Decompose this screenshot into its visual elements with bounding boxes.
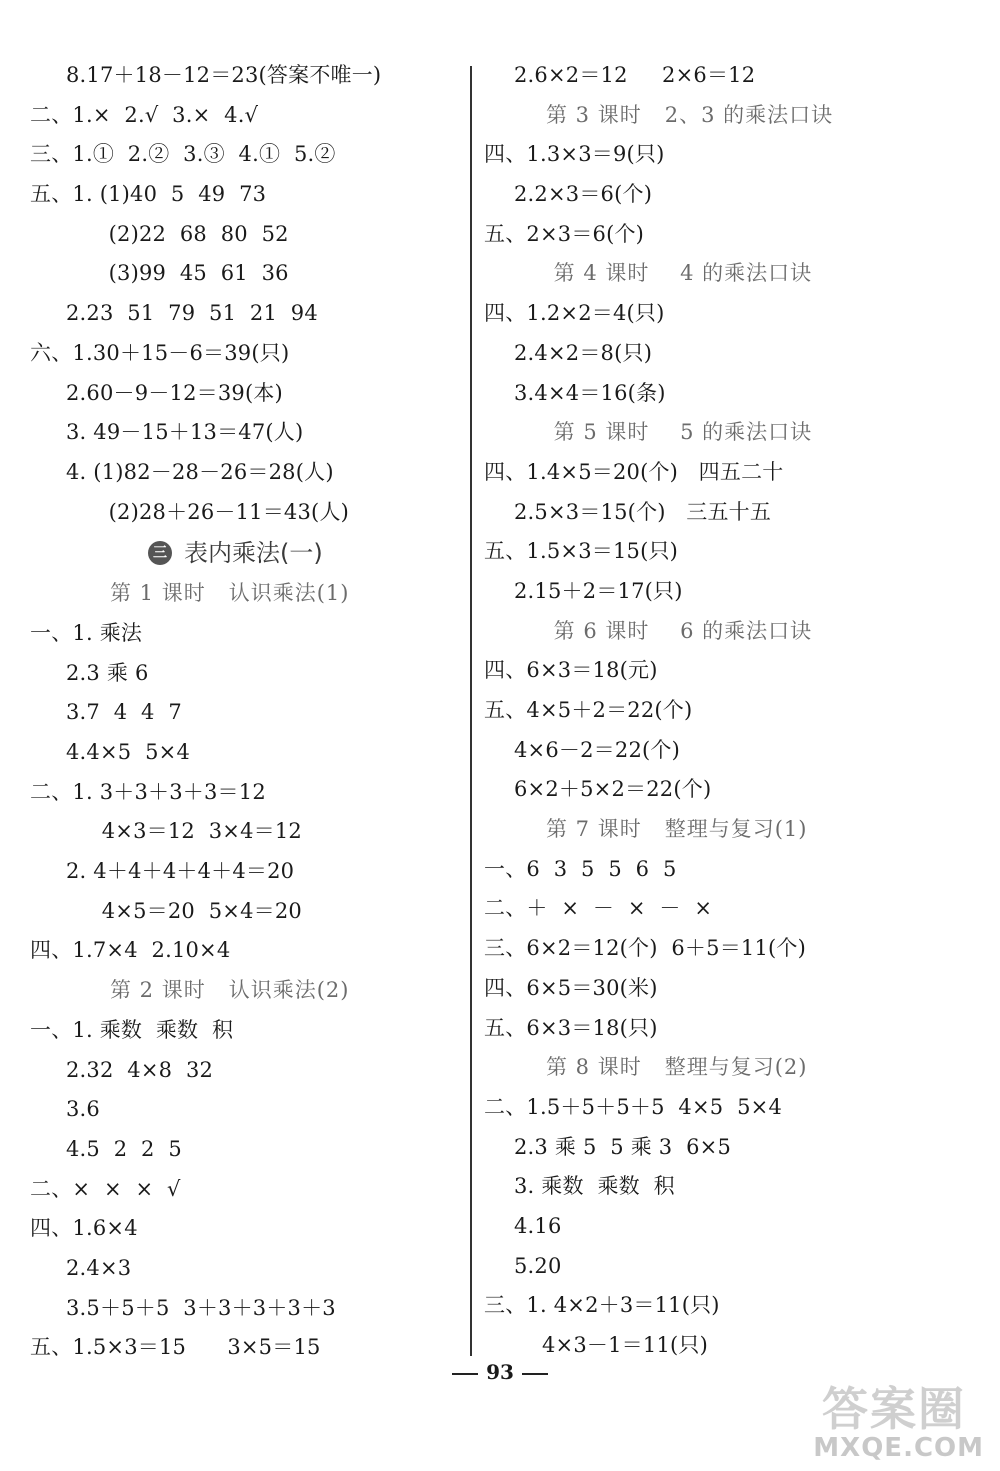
watermark-logo: 答案圈 (822, 1382, 966, 1436)
answer-line: 三、1. 4×2＋3＝11(只) (484, 1293, 720, 1318)
answer-line: 三、6×2＝12(个) 6＋5＝11(个) (484, 936, 807, 961)
lesson-heading: 第 6 课时 6 的乘法口诀 (546, 618, 813, 643)
answer-line: 2.15＋2＝17(只) (514, 578, 683, 603)
answer-line: 3.5＋5＋5 3＋3＋3＋3＋3 (66, 1295, 336, 1320)
answer-line: 2.60－9－12＝39(本) (66, 380, 283, 405)
chapter-number-badge: 三 (148, 541, 172, 565)
answer-line: 4×3＝12 3×4＝12 (88, 819, 302, 844)
answer-line: 五、1.5×3＝15(只) (484, 539, 679, 564)
answer-line: 2.6×2＝12 2×6＝12 (514, 63, 756, 87)
watermark-url: MXQE.COM (813, 1433, 984, 1463)
answer-line: (2)28＋26－11＝43(人) (88, 499, 350, 524)
answer-line: 四、6×3＝18(元) (484, 658, 658, 683)
answer-line: 四、1.3×3＝9(只) (484, 142, 665, 167)
answer-line: 一、6 3 5 5 6 5 (484, 856, 677, 881)
answer-line: 3.4×4＝16(条) (514, 380, 666, 405)
answer-line: 2.2×3＝6(个) (514, 182, 653, 207)
answer-line: 五、4×5＋2＝22(个) (484, 698, 693, 722)
answer-line: 4.5 2 2 5 (66, 1136, 182, 1161)
answer-line: 2.4×3 (66, 1255, 132, 1280)
answer-line: 四、1.7×4 2.10×4 (30, 938, 231, 963)
answer-line: 五、1.5×3＝15 3×5＝15 (30, 1335, 321, 1360)
answer-line: 四、1.2×2＝4(只) (484, 301, 665, 326)
chapter-title: 表内乘法(一) (184, 539, 323, 568)
answer-line: 4×5＝20 5×4＝20 (88, 898, 302, 923)
answer-line: 二、× × × √ (30, 1176, 181, 1201)
answer-line: 四、1.6×4 (30, 1216, 138, 1241)
answer-line: 五、2×3＝6(个) (484, 221, 645, 246)
lesson-heading: 第 5 课时 5 的乘法口诀 (546, 420, 813, 445)
answer-line: 2. 4＋4＋4＋4＋4＝20 (66, 859, 295, 884)
answer-line: 2.23 51 79 51 21 94 (66, 301, 318, 326)
answer-line: 3.6 (66, 1097, 100, 1122)
lesson-heading: 第 2 课时 认识乘法(2) (110, 978, 350, 1003)
answer-line: 一、1. 乘法 (30, 620, 143, 645)
footer-dash-right (522, 1373, 548, 1375)
answer-line: 三、1.① 2.② 3.③ 4.① 5.② (30, 142, 336, 167)
left-column (30, 56, 460, 1368)
watermark (792, 1373, 992, 1463)
answer-line: 一、1. 乘数 乘数 积 (30, 1017, 234, 1042)
lesson-heading: 第 1 课时 认识乘法(1) (110, 581, 350, 606)
answer-line: 8.17＋18－12＝23(答案不唯一) (66, 63, 382, 87)
answer-line: 3. 乘数 乘数 积 (514, 1174, 675, 1199)
answer-line: 二、＋ × － × － × (484, 896, 713, 921)
answer-line: 2.32 4×8 32 (66, 1057, 214, 1082)
answer-line: 4. (1)82－28－26＝28(人) (66, 459, 334, 484)
answer-line: 5.20 (514, 1253, 562, 1278)
answer-line: 2.5×3＝15(个) 三五十五 (514, 499, 772, 524)
lesson-heading: 第 7 课时 整理与复习(1) (546, 817, 808, 842)
answer-line: 3.7 4 4 7 (66, 700, 182, 725)
chapter-heading (30, 532, 460, 574)
answer-line: 6×2＋5×2＝22(个) (514, 777, 712, 802)
answer-line: 四、1.4×5＝20(个) 四五二十 (484, 459, 784, 484)
answer-line: 2.4×2＝8(只) (514, 340, 653, 365)
answer-line: 二、1.5＋5＋5＋5 4×5 5×4 (484, 1094, 783, 1119)
answer-line: 二、1.× 2.√ 3.× 4.√ (30, 102, 259, 127)
answer-line: 五、6×3＝18(只) (484, 1015, 658, 1040)
answer-line: 四、6×5＝30(米) (484, 975, 658, 1000)
answer-line: 二、1. 3＋3＋3＋3＝12 (30, 779, 266, 804)
answer-line: 五、1. (1)40 5 49 73 (30, 182, 267, 207)
answer-line: (2)22 68 80 52 (88, 221, 289, 246)
lesson-heading: 第 8 课时 整理与复习(2) (546, 1055, 808, 1080)
answer-line: 六、1.30＋15－6＝39(只) (30, 340, 290, 365)
answer-line: (3)99 45 61 36 (88, 261, 289, 286)
answer-line: 4×6－2＝22(个) (514, 737, 680, 762)
footer-dash-left (452, 1373, 478, 1375)
answer-line: 2.3 乘 5 5 乘 3 6×5 (514, 1134, 731, 1159)
answer-line: 4.16 (514, 1213, 562, 1238)
answer-line: 4.4×5 5×4 (66, 740, 191, 764)
answer-line: 4×3－1＝11(只) (542, 1333, 708, 1357)
column-divider (470, 66, 472, 1356)
answer-line: 3. 49－15＋13＝47(人) (66, 420, 304, 445)
page-number: 93 (486, 1360, 514, 1384)
answer-line: 2.3 乘 6 (66, 660, 149, 685)
lesson-heading: 第 4 课时 4 的乘法口诀 (546, 261, 813, 286)
right-column (484, 56, 974, 1366)
lesson-heading: 第 3 课时 2、3 的乘法口诀 (546, 102, 834, 127)
